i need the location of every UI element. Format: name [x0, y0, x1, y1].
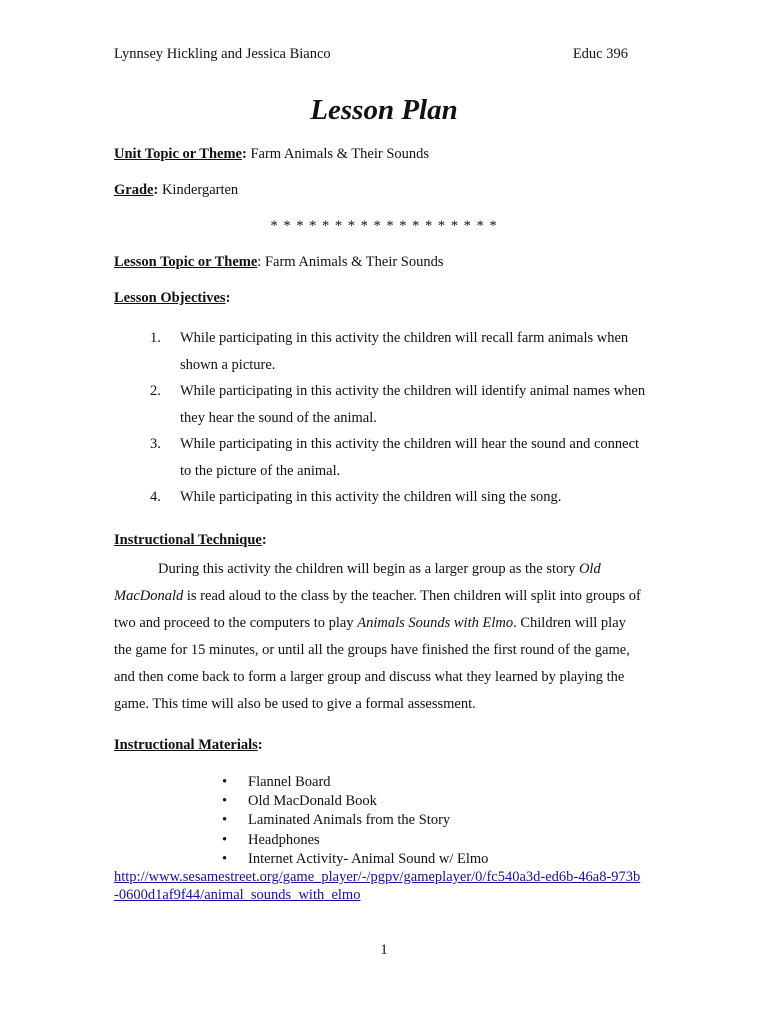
- item-text: While participating in this activity the children will hear the sound and connect to the picture of the animal.: [180, 436, 640, 479]
- item-text: Laminated Animals from the Story: [248, 812, 451, 829]
- item-number: 1.: [150, 330, 161, 346]
- list-item: [222, 792, 488, 811]
- unit-topic-label: Unit Topic or Theme: [114, 146, 242, 162]
- item-number: 2.: [150, 383, 161, 399]
- list-item: [150, 378, 650, 431]
- technique-paragraph: [114, 556, 644, 718]
- separator: * * * * * * * * * * * * * * * * * *: [270, 218, 498, 234]
- list-item: [150, 325, 650, 378]
- course-code: Educ 396: [572, 46, 628, 62]
- item-text: Flannel Board: [248, 774, 331, 790]
- objectives-label: Lesson Objectives: [114, 290, 226, 306]
- item-number: 3.: [150, 436, 161, 452]
- materials-heading: Instructional Materials:: [114, 737, 263, 753]
- item-text: Old MacDonald Book: [248, 793, 377, 810]
- objectives-heading: Lesson Objectives:: [114, 290, 231, 306]
- item-text: Internet Activity- Animal Sound w/ Elmo: [248, 850, 489, 867]
- lesson-topic-value: : Farm Animals & Their Sounds: [257, 254, 444, 270]
- materials-label: Instructional Materials: [114, 737, 258, 753]
- grade-line: Grade: Kindergarten: [114, 182, 239, 198]
- materials-list: [222, 773, 488, 869]
- activity-link[interactable]: http://www.sesamestreet.org/game_player/-/pgpv/gameplayer/0/fc540a3d-ed6b-46a8-973b-0600d1af9f44/animal_sounds_with_elmo: [114, 869, 641, 903]
- game-title: Animals Sounds with Elmo: [357, 615, 514, 631]
- page-title: Lesson Plan: [310, 94, 458, 126]
- paragraph-text: is read aloud to the class by the teacher. Then children will split into groups of two and proceed to the computers to play: [114, 588, 641, 631]
- item-text: While participating in this activity the children will recall farm animals when shown a picture.: [180, 330, 629, 373]
- grade-label: Grade: [114, 182, 154, 198]
- bullet-icon: •: [222, 793, 228, 810]
- item-text: While participating in this activity the children will identify animal names when they hear the sound of the animal.: [180, 383, 646, 426]
- technique-heading: Instructional Technique:: [114, 532, 267, 548]
- bullet-icon: •: [222, 812, 228, 829]
- bullet-icon: •: [222, 831, 228, 848]
- paragraph-text: During this activity the children will begin as a larger group as the story: [158, 561, 579, 577]
- story-title: Old MacDonald: [114, 561, 601, 604]
- objectives-list: [150, 325, 650, 511]
- unit-topic-line: Unit Topic or Theme: Farm Animals & Their Sounds: [114, 146, 430, 162]
- unit-topic-value: Farm Animals & Their Sounds: [246, 146, 430, 162]
- page-number: 1: [380, 942, 388, 958]
- list-item: [150, 484, 650, 511]
- lesson-topic-label: Lesson Topic or Theme: [114, 254, 258, 270]
- authors: Lynnsey Hickling and Jessica Bianco: [114, 46, 331, 62]
- paragraph-text: . Children will play the game for 15 minutes, or until all the groups have finished the first round of the game, and then come back to form a larger group and discuss what they learned by playing the game. This time will also be used to give a formal assessment.: [114, 615, 630, 712]
- list-item: [150, 431, 650, 484]
- bullet-icon: •: [222, 774, 228, 790]
- item-text: While participating in this activity the children will sing the song.: [180, 489, 562, 505]
- list-item: [222, 811, 488, 830]
- bullet-icon: •: [222, 850, 228, 867]
- item-number: 4.: [150, 489, 161, 505]
- list-item: [222, 850, 488, 869]
- technique-label: Instructional Technique: [114, 532, 262, 548]
- lesson-topic-line: [114, 254, 444, 271]
- page-header: [114, 46, 628, 63]
- item-text: Headphones: [248, 831, 320, 848]
- list-item: [222, 831, 488, 850]
- list-item: [222, 773, 488, 792]
- grade-value: Kindergarten: [158, 182, 239, 198]
